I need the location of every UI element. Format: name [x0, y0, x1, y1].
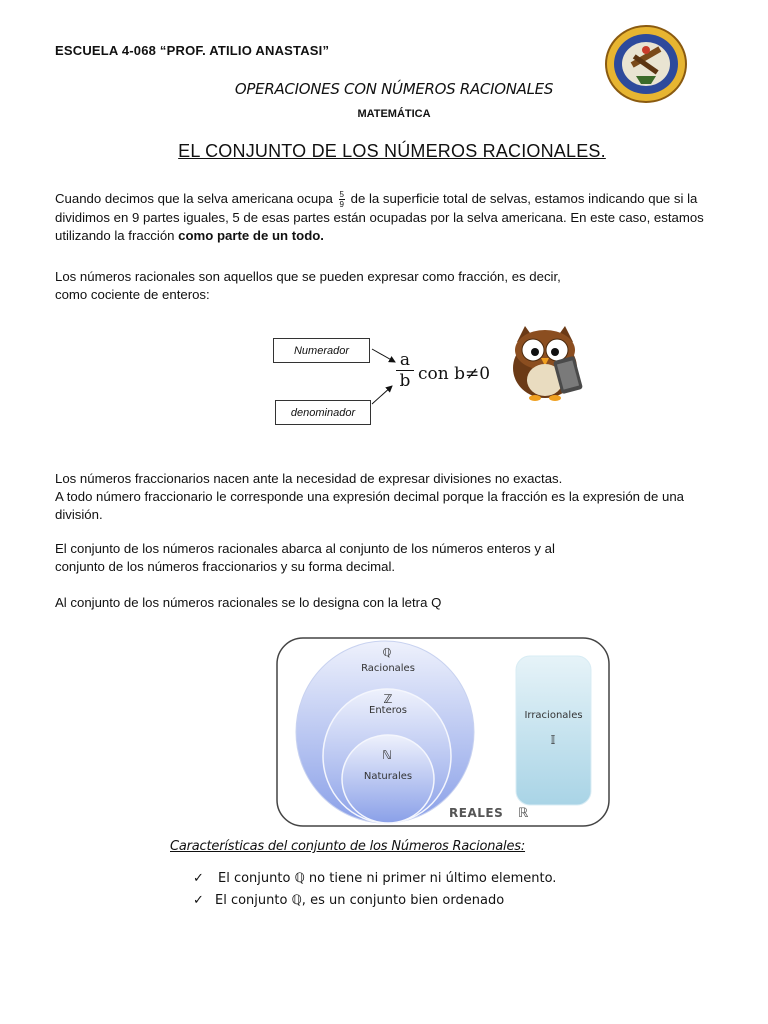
intro-text-after: de la superficie total de selvas, estamos indicando que si la dividimos en 9 partes iguales, 5 de esas partes están ocupadas por la selva americana. En este caso, estamos utilizando la fracción — [55, 191, 704, 244]
paragraph-2-line-2: conjunto de los números fraccionarios y su forma decimal. — [55, 559, 396, 574]
intro-paragraph — [55, 190, 735, 245]
irracionales-label: Irracionales — [524, 710, 583, 721]
enteros-label: Enteros — [369, 705, 407, 716]
denominator-arrow — [372, 386, 392, 404]
section-heading: EL CONJUNTO DE LOS NÚMEROS RACIONALES. — [178, 141, 606, 161]
definition-line-2: como cociente de enteros: — [55, 287, 210, 302]
intro-bold-text: como parte de un todo. — [178, 228, 324, 244]
letter-q-paragraph: Al conjunto de los números racionales se lo designa con la letra Q — [55, 595, 442, 610]
characteristics-title: Características del conjunto de los Números Racionales: — [170, 839, 526, 854]
checkmark-icon: ✓ — [193, 871, 204, 886]
numerator-label: Numerador — [293, 344, 350, 357]
n-symbol: ℕ — [382, 748, 392, 762]
paragraph-2-line-1: El conjunto de los números racionales abarca al conjunto de los números enteros y al — [55, 541, 555, 556]
fractional-numbers-paragraph — [55, 470, 735, 524]
r-symbol: ℝ — [518, 805, 529, 820]
fraction-a-over-b — [396, 350, 414, 391]
document-title: OPERACIONES CON NÚMEROS RACIONALES — [234, 80, 554, 98]
denominator-label: denominador — [290, 406, 356, 419]
reales-label: REALES — [449, 806, 504, 820]
i-symbol: 𝕀 — [550, 733, 556, 747]
subject-label: MATEMÁTICA — [357, 108, 431, 120]
fraction-numerator: 5 — [339, 190, 344, 200]
characteristic-item — [193, 893, 504, 908]
intro-fraction — [339, 190, 345, 209]
fraction-denominator: 9 — [339, 200, 344, 210]
definition-paragraph — [55, 268, 735, 304]
fraction-b: b — [396, 370, 414, 391]
characteristic-item — [193, 871, 556, 886]
paragraph-1-rest: A todo número fraccionario le corresponde una expresión decimal porque la fracción es la expresión de una división. — [55, 489, 684, 522]
rational-set-paragraph — [55, 540, 735, 576]
z-symbol: ℤ — [383, 692, 393, 706]
paragraph-1-line-1: Los números fraccionarios nacen ante la necesidad de expresar divisiones no exactas. — [55, 471, 563, 486]
definition-line-1: Los números racionales son aquellos que se pueden expresar como fracción, es decir, — [55, 269, 561, 284]
fraction-a: a — [399, 350, 411, 370]
school-name: ESCUELA 4-068 “PROF. ATILIO ANASTASI” — [55, 43, 330, 58]
owl-illustration — [505, 322, 597, 402]
fraction-condition: con b≠0 — [418, 364, 491, 384]
intro-text-before: Cuando decimos que la selva americana ocupa — [55, 191, 333, 206]
numerator-label-box — [273, 338, 370, 363]
numerator-arrow — [372, 349, 395, 362]
checkmark-icon: ✓ — [193, 893, 204, 908]
irracionales-box — [516, 656, 591, 805]
racionales-label: Racionales — [361, 663, 415, 674]
denominator-label-box — [275, 400, 371, 425]
q-symbol: ℚ — [382, 647, 392, 659]
naturales-label: Naturales — [363, 771, 413, 782]
characteristic-text: El conjunto ℚ no tiene ni primer ni último elemento. — [218, 871, 557, 886]
characteristic-text: El conjunto ℚ, es un conjunto bien ordenado — [215, 893, 505, 908]
